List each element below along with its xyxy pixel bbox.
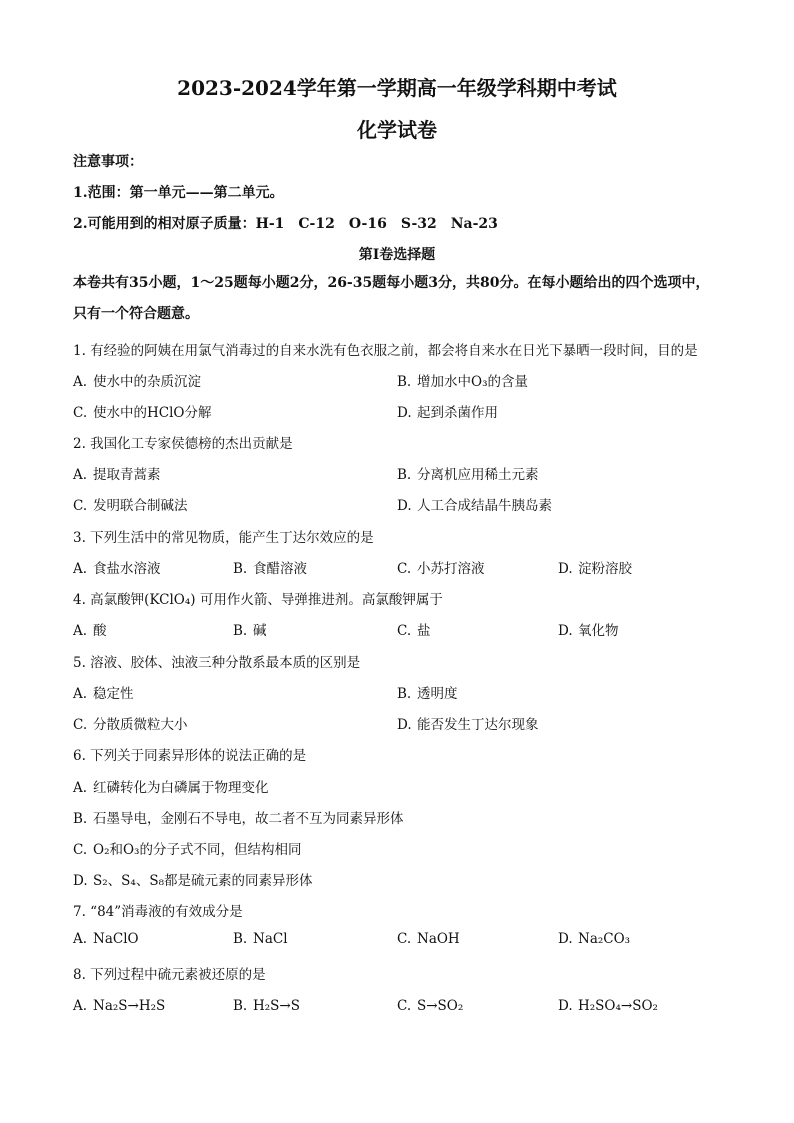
question-stem: 6. 下列关于同素异形体的说法正确的是 [73, 748, 307, 764]
option-d: D. H₂SO₄→SO₂ [558, 998, 658, 1014]
option-a: A. 酸 [73, 623, 107, 639]
option-d: D. 淀粉溶胶 [558, 561, 632, 577]
option-d: D. 人工合成结晶牛胰岛素 [397, 498, 552, 514]
option-b: B. 增加水中O₃的含量 [397, 374, 528, 390]
option-c: C. 分散质微粒大小 [73, 717, 188, 733]
option-a: A. 食盐水溶液 [73, 561, 161, 577]
option-b: B. 石墨导电，金刚石不导电，故二者不互为同素异形体 [73, 811, 404, 827]
question-stem: 7. “84”消毒液的有效成分是 [73, 904, 243, 920]
option-d: D. 氧化物 [558, 623, 619, 639]
option-c: C. 使水中的HClO分解 [73, 405, 212, 421]
option-b: B. H₂S→S [233, 998, 300, 1014]
option-a: A. 稳定性 [73, 686, 134, 702]
notes-item-2: 2.可能用到的相对原子质量：H-1 C-12 O-16 S-32 Na-23 [73, 216, 498, 232]
option-b: B. 分离机应用稀土元素 [397, 467, 539, 483]
option-b: B. 透明度 [397, 686, 458, 702]
option-c: C. S→SO₂ [397, 998, 464, 1014]
option-a: A. 使水中的杂质沉淀 [73, 374, 201, 390]
section-title: 第Ⅰ卷选择题 [358, 247, 436, 263]
option-b: B. 食醋溶液 [233, 561, 307, 577]
question-stem: 5. 溶液、胶体、浊液三种分散系最本质的区别是 [73, 655, 361, 671]
exam-subtitle: 化学试卷 [357, 118, 437, 142]
exam-title: 2023-2024学年第一学期高一年级学科期中考试 [177, 76, 617, 100]
option-a: A. 红磷转化为白磷属于物理变化 [73, 780, 269, 796]
option-d: D. S₂、S₄、S₈都是硫元素的同素异形体 [73, 873, 313, 889]
notes-item-1: 1.范围：第一单元——第二单元。 [73, 185, 284, 201]
option-a: A. Na₂S→H₂S [73, 998, 166, 1014]
option-b: B. NaCl [233, 931, 288, 947]
question-stem: 3. 下列生活中的常见物质，能产生丁达尔效应的是 [73, 530, 374, 546]
option-c: C. 小苏打溶液 [397, 561, 485, 577]
option-c: C. 发明联合制碱法 [73, 498, 188, 514]
option-a: A. NaClO [73, 931, 139, 947]
question-stem: 4. 高氯酸钾(KClO₄) 可用作火箭、导弹推进剂。高氯酸钾属于 [73, 592, 443, 608]
option-d: D. 能否发生丁达尔现象 [397, 717, 539, 733]
question-stem: 1. 有经验的阿姨在用氯气消毒过的自来水洗有色衣服之前，都会将自来水在日光下暴晒一段时间，目的是 [73, 343, 698, 359]
option-c: C. NaOH [397, 931, 460, 947]
option-c: C. 盐 [397, 623, 431, 639]
question-stem: 8. 下列过程中硫元素被还原的是 [73, 967, 266, 983]
option-d: D. Na₂CO₃ [558, 931, 631, 947]
section-intro: 本卷共有35小题，1～25题每小题2分，26-35题每小题3分，共80分。在每小题给出的四个选项中，只有一个符合题意。 [73, 275, 710, 322]
notes-heading: 注意事项： [73, 154, 143, 170]
option-b: B. 碱 [233, 623, 267, 639]
option-a: A. 提取青蒿素 [73, 467, 161, 483]
option-d: D. 起到杀菌作用 [397, 405, 498, 421]
question-stem: 2. 我国化工专家侯德榜的杰出贡献是 [73, 436, 293, 452]
option-c: C. O₂和O₃的分子式不同，但结构相同 [73, 842, 302, 858]
